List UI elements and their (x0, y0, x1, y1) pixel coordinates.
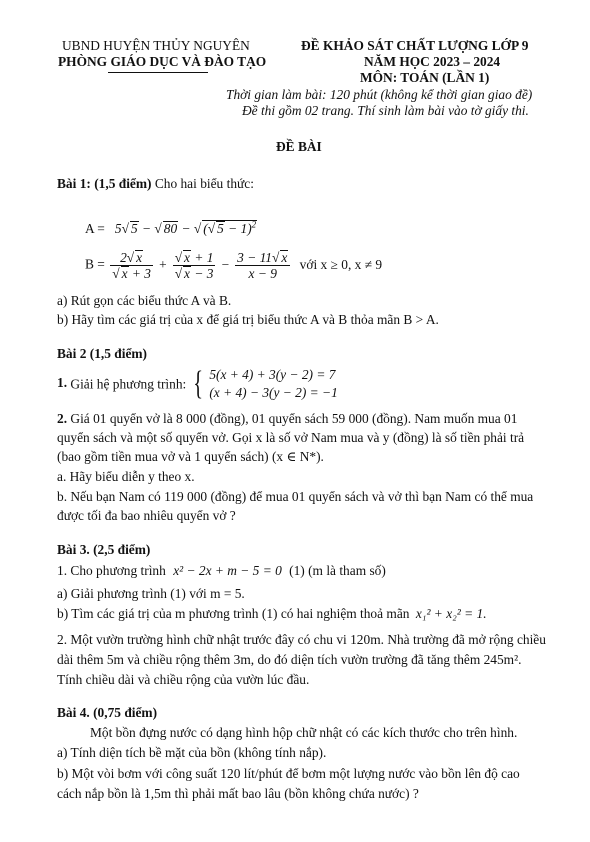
expr-b-formula: $\frac{2√ x}{√ x + 3}$ + $\frac{√ x + 1}{√ x - 3}$ − $\frac{3 - 11√ x}{x - 9}$ (108, 257, 295, 272)
header-department: PHÒNG GIÁO DỤC VÀ ĐÀO TẠO (58, 54, 267, 69)
pages-note: Đề thi gồm 02 trang. Thí sinh làm bài vào tờ giấy thi. (242, 103, 529, 118)
expression-b (85, 250, 382, 281)
bai3-b-equation: x₁² + x₂² = 1. (415, 606, 487, 621)
bai1-heading: Bài 1: (1,5 điểm) (57, 176, 152, 191)
bai3-p1-suffix: (1) (m là tham số) (289, 563, 386, 578)
bai1-intro: Cho hai biểu thức: (151, 176, 254, 191)
bai3-p1-prefix: 1. Cho phương trình (57, 563, 166, 578)
equation-1: 5(x + 4) + 3(y − 2) = 7 (209, 367, 336, 382)
bai2-part1 (57, 366, 338, 402)
bai1-part-b: b) Hãy tìm các giá trị của x để giá trị biểu thức A và B thỏa mãn B > A. (57, 312, 439, 327)
expr-b-label: B = (85, 256, 105, 272)
bai2-p1-label: 1. (57, 375, 68, 391)
bai4-part-b-line2: cách nắp bồn là 1,5m thì phải mất bao lâu (bồn không chứa nước) ? (57, 786, 419, 801)
bai3-p1-equation: x² − 2x + m − 5 = 0 (173, 563, 282, 578)
bai2-heading: Bài 2 (1,5 điểm) (57, 346, 148, 361)
header-district: UBND HUYỆN THỦY NGUYÊN (62, 38, 250, 53)
bai1-heading-line (57, 175, 254, 192)
bai3-part1 (57, 562, 386, 579)
expression-a (85, 220, 257, 237)
bai3-part-b (57, 605, 487, 622)
subject: MÔN: TOÁN (LẦN 1) (360, 70, 490, 85)
bai4-heading: Bài 4. (0,75 điểm) (57, 705, 158, 720)
bai3-b-prefix: b) Tìm các giá trị của m phương trình (1) có hai nghiệm thoả mãn (57, 606, 410, 621)
time-note: Thời gian làm bài: 120 phút (không kể thời gian giao đề) (226, 87, 533, 102)
bai2-p1-text: Giải hệ phương trình: (67, 376, 187, 392)
bai2-p2-text1: Giá 01 quyển vở là 8 000 (đồng), 01 quyển sách 59 000 (đồng). Nam muốn mua 01 (67, 411, 518, 426)
exam-title: ĐỀ KHẢO SÁT CHẤT LƯỢNG LỚP 9 (301, 38, 529, 53)
bai3-heading: Bài 3. (2,5 điểm) (57, 542, 151, 557)
school-year: NĂM HỌC 2023 – 2024 (364, 54, 501, 69)
bai2-part-a: a. Hãy biểu diễn y theo x. (57, 469, 195, 484)
bai3-part-a: a) Giải phương trình (1) với m = 5. (57, 586, 245, 601)
bai3-p2-line3: Tính chiều dài và chiều rộng của vườn lúc đầu. (57, 672, 310, 687)
equation-system (209, 366, 337, 402)
section-title: ĐỀ BÀI (276, 139, 322, 154)
bai2-p2-line3: (bao gồm tiền mua vở và 1 quyển sách) (x ∈ N*). (57, 449, 324, 464)
bai4-part-b-line1: b) Một vòi bơm với công suất 120 lít/phút để bơm một lượng nước vào bồn lên độ cao (57, 766, 520, 781)
expr-b-condition: với x ≥ 0, x ≠ 9 (299, 256, 383, 272)
header-underline (108, 72, 208, 73)
bai2-p2-label: 2. (57, 411, 68, 426)
bai3-p2-line2: dài thêm 5m và chiều rộng thêm 3m, do đó diện tích vườn trường đã tăng thêm 245m². (57, 652, 522, 667)
equation-2: (x + 4) − 3(y − 2) = −1 (209, 385, 338, 400)
bai2-part-b-line1: b. Nếu bạn Nam có 119 000 (đồng) để mua 01 quyển sách và vở thì bạn Nam có thể mua (57, 489, 534, 504)
bai3-p2-line1: 2. Một vườn trường hình chữ nhật trước đây có chu vi 120m. Nhà trường đã mở rộng chiều (57, 632, 546, 647)
bai2-p2-line1 (57, 410, 517, 427)
expr-a-label: A = (85, 221, 105, 236)
bai1-part-a: a) Rút gọn các biểu thức A và B. (57, 293, 232, 308)
bai2-part-b-line2: được tối đa bao nhiêu quyển vở ? (57, 508, 236, 523)
system-brace: { (192, 365, 203, 402)
bai4-intro: Một bồn đựng nước có dạng hình hộp chữ nhật có các kích thước cho trên hình. (90, 725, 518, 740)
bai4-part-a: a) Tính diện tích bề mặt của bồn (không tính nắp). (57, 745, 327, 760)
bai2-p2-line2: quyển sách và một số quyển vở. Gọi x là số vở Nam mua và y (đồng) là số tiền phải trả (57, 430, 525, 445)
expr-a-formula: 5√ 5 − √ 80 − √ (√ 5 − 1)$^2$ (108, 219, 257, 236)
